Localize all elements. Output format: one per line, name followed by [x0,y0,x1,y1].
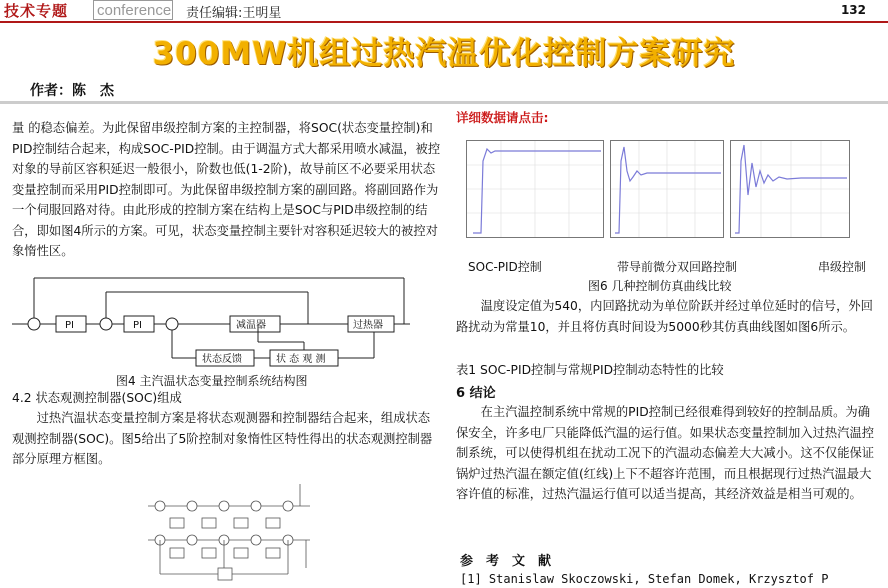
figure-5-diagram [140,478,320,588]
pi-block-2-label: PI [133,320,142,331]
editor-line: 责任编辑:王明星 [186,6,282,21]
column-brand: 技术专题 [4,2,69,20]
figure-6-caption: 图6 几种控制仿真曲线比较 [588,279,732,293]
plot-double-loop-curve [611,141,723,237]
figure-4-block-diagram [8,276,413,372]
section-4-2-heading: 4.2 状态观测控制器(SOC)组成 [12,391,182,405]
plot-soc-pid-curve [467,141,603,237]
table-1-caption: 表1 SOC-PID控制与常规PID控制动态特性的比较 [456,363,724,377]
state-observer-label: 状 态 观 测 [276,354,326,365]
page-number: 132 [840,3,866,17]
superheater-label: 过热器 [353,320,383,331]
author-line: 作者：陈 杰 [30,83,114,99]
plot-double-loop [610,140,724,238]
left-paragraph-2: 过热汽温状态变量控制方案是将状态观测器和控制器结合起来，组成状态观测控制器(SOC)。图5给出了5阶控制对象惰性区特性得出的状态观测控制器部分原理方框图。 [12,411,433,466]
fig6-label-double-loop: 带导前微分双回路控制 [617,260,738,274]
plot-cascade-curve [731,141,849,237]
left-paragraph-1: 量 的稳态偏差。为此保留串级控制方案的主控制器，将SOC(状态变量控制)和PID控制结合起来，构成SOC-PID控制。由于调温方式大都采用喷水减温，被控对象的导前区容积延迟一般很小，阶数也低(1-2阶)，故导前区不必要采用状态变量控制而采用PID控制即可。为此保留串级控制方案的副回路。将副回路作为一个伺服回路对待。由此形成的控制方案在结构上是SOC与PID串级控制的结合，即如图4所示的方案。可见，状态变量控制主要针对容积延迟较大的被控对象惰性区。 [12,121,441,258]
section-6-heading: 6 结论 [456,386,496,401]
sum-junction-1 [28,318,40,330]
right-paragraph-1: 温度设定值为540，内回路扰动为单位阶跃并经过单位延时的信号，外回路扰动为常量10，并且将仿真时间设为5000秒其仿真曲线图如图6所示。 [456,299,873,334]
fig6-label-cascade: 串级控制 [818,260,867,274]
detail-data-link[interactable]: 详细数据请点击: [456,110,549,125]
desuperheater-label: 减温器 [236,320,266,331]
plot-soc-pid [466,140,604,238]
conference-label: conference [93,0,173,20]
article-title: 300MW机组过热汽温优化控制方案研究 [152,36,736,72]
sum-junction-2 [100,318,112,330]
right-paragraph-2: 在主汽温控制系统中常规的PID控制已经很难得到较好的控制品质。为确保安全，许多电厂只能降低汽温的运行值。如果状态变量控制加入过热汽温控制系统，可以使得机组在扰动工况下的汽温动态偏差大大减小。这不仅能保证锅炉过热汽温在额定值(红线)上下不超容许范围，而且根据现行过热汽温最大容许值的标准，过热汽温运行值可以适当提高，其经济效益是相当可观的。 [456,405,875,501]
sum-junction-3 [166,318,178,330]
header-rule [0,21,888,23]
reference-1: [1] Stanislaw Skoczowski, Stefan Domek, Krzysztof P [460,572,829,586]
figure-4-caption: 图4 主汽温状态变量控制系统结构图 [116,374,308,388]
author-rule [0,101,888,104]
fig6-label-soc-pid: SOC-PID控制 [468,260,542,274]
references-heading: 参 考 文 献 [460,554,552,569]
plot-cascade [730,140,850,238]
pi-block-1-label: PI [65,320,74,331]
state-feedback-label: 状态反馈 [202,354,242,365]
